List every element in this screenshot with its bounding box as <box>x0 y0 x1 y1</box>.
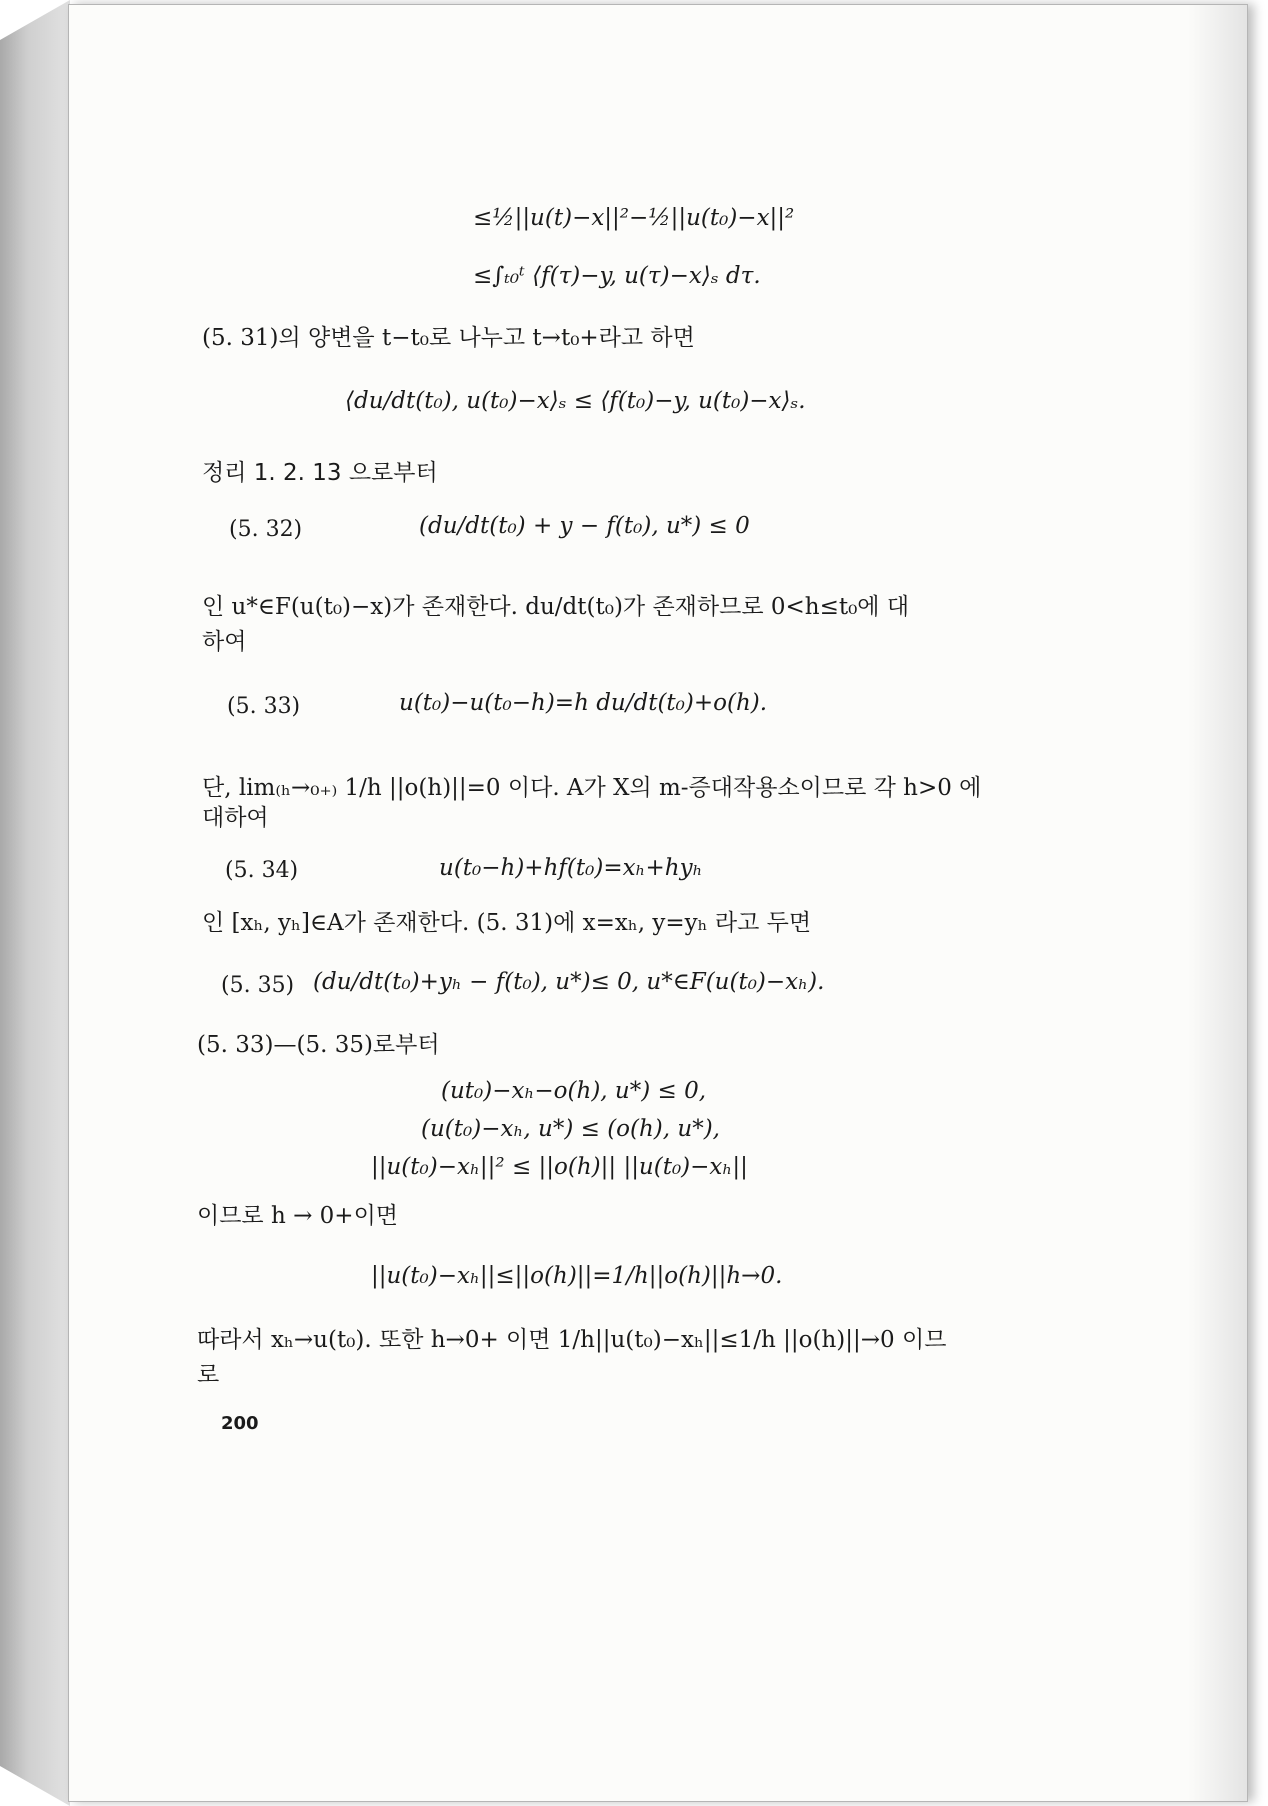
spine-top-corner <box>0 0 70 40</box>
page-number: 200 <box>221 1413 259 1434</box>
equation-6a: (ut₀)−xₕ−o(h), u*) ≤ 0, <box>441 1078 707 1104</box>
text-line-3b: 하여 <box>202 629 247 655</box>
text-line-3: 인 u*∈F(u(t₀)−x)가 존재한다. du/dt(t₀)가 존재하므로 0<h≤t₀에 대 <box>202 594 910 620</box>
text-line-6: (5. 33)—(5. 35)로부터 <box>197 1032 440 1058</box>
equation-top-1: ≤½||u(t)−x||²−½||u(t₀)−x||² <box>473 205 795 231</box>
equation-label-5-34: (5. 34) <box>225 858 299 883</box>
text-line-1: (5. 31)의 양변을 t−t₀로 나누고 t→t₀+라고 하면 <box>202 325 695 351</box>
text-line-8b: 로 <box>197 1362 220 1388</box>
equation-label-5-33: (5. 33) <box>227 694 301 719</box>
equation-7: ||u(t₀)−xₕ||≤||o(h)||=1/h||o(h)||h→0. <box>371 1263 783 1289</box>
equation-5-35: (du/dt(t₀)+yₕ − f(t₀), u*)≤ 0, u*∈F(u(t₀)−xₕ). <box>313 969 825 995</box>
equation-6b: (u(t₀)−xₕ, u*) ≤ (o(h), u*), <box>421 1116 720 1142</box>
equation-label-5-32: (5. 32) <box>229 517 303 542</box>
text-line-4: 단, lim₍ₕ→₀₊₎ 1/h ||o(h)||=0 이다. A가 X의 m-증대작용소이므로 각 h>0 에 <box>202 775 982 801</box>
equation-5-34: u(t₀−h)+hf(t₀)=xₕ+hyₕ <box>439 855 703 881</box>
equation-top-2: ≤∫ₜ₀ᵗ ⟨f(τ)−y, u(τ)−x⟩ₛ dτ. <box>473 263 761 289</box>
spine-bottom-corner <box>0 1766 70 1806</box>
equation-label-5-35: (5. 35) <box>221 973 295 998</box>
book-page <box>68 4 1248 1802</box>
text-line-2: 정리 1. 2. 13 으로부터 <box>202 460 438 486</box>
text-line-8: 따라서 xₕ→u(t₀). 또한 h→0+ 이면 1/h||u(t₀)−xₕ||≤1/h ||o(h)||→0 이므 <box>197 1327 947 1353</box>
text-line-5: 인 [xₕ, yₕ]∈A가 존재한다. (5. 31)에 x=xₕ, y=yₕ 라고 두면 <box>202 910 812 936</box>
equation-6c: ||u(t₀)−xₕ||² ≤ ||o(h)|| ||u(t₀)−xₕ|| <box>371 1154 748 1180</box>
text-line-7: 이므로 h → 0+이면 <box>197 1203 399 1229</box>
page-edge-shade <box>1187 5 1247 1801</box>
equation-5-32: (du/dt(t₀) + y − f(t₀), u*) ≤ 0 <box>419 513 750 539</box>
equation-2: ⟨du/dt(t₀), u(t₀)−x⟩ₛ ≤ ⟨f(t₀)−y, u(t₀)−x⟩ₛ. <box>345 388 806 414</box>
text-line-4b: 대하여 <box>202 805 269 831</box>
equation-5-33: u(t₀)−u(t₀−h)=h du/dt(t₀)+o(h). <box>399 690 768 716</box>
book-spine <box>0 0 70 1806</box>
